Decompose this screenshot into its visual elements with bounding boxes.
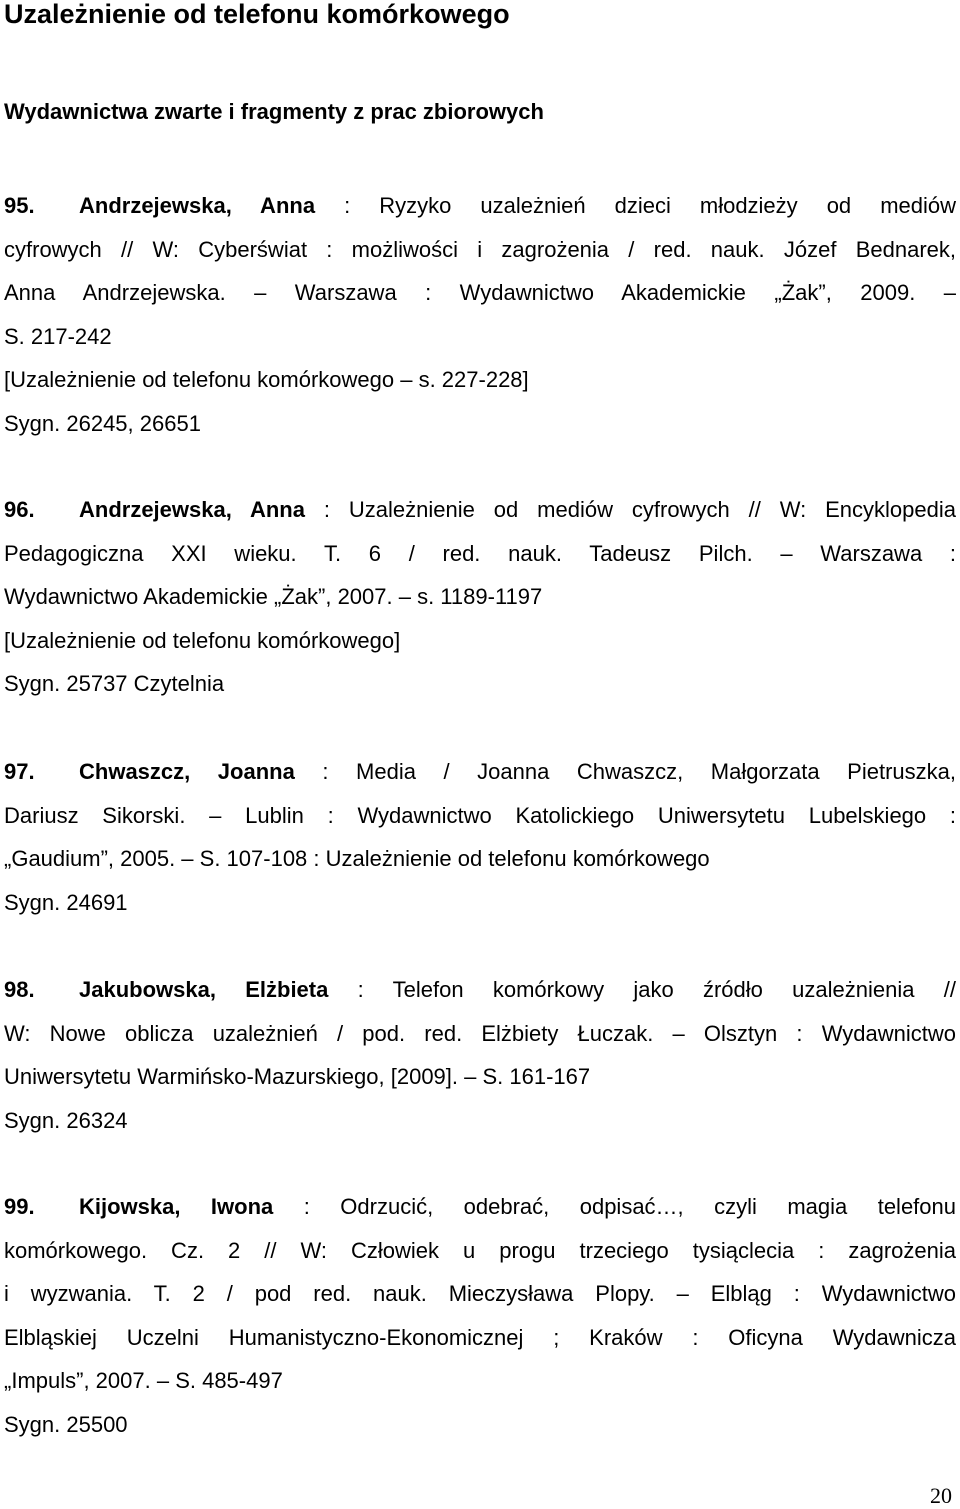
bibliography-entry-97 — [4, 750, 956, 924]
entry-line: Wydawnictwo Akademickie „Żak”, 2007. – s. 1189-1197 — [4, 584, 543, 610]
entry-author: Andrzejewska, Anna — [79, 497, 305, 522]
entry-signature: Sygn. 26324 — [4, 1107, 128, 1133]
entry-signature: Sygn. 26245, 26651 — [4, 410, 201, 436]
entry-text: : Ryzyko uzależnień dzieci młodzieży od mediów — [315, 193, 956, 218]
entry-line: i wyzwania. T. 2 / pod red. nauk. Mieczysława Plopy. – Elbląg : Wydawnictwo — [4, 1281, 956, 1307]
entry-note: [Uzależnienie od telefonu komórkowego] — [4, 627, 401, 653]
bibliography-entry-98 — [4, 968, 956, 1142]
bibliography-entry-95 — [4, 184, 956, 446]
entry-author: Chwaszcz, Joanna — [79, 759, 295, 784]
entry-line — [4, 750, 956, 794]
entry-line: cyfrowych // W: Cyberświat : możliwości i zagrożenia / red. nauk. Józef Bednarek, — [4, 236, 956, 262]
entry-note: [Uzależnienie od telefonu komórkowego – s. 227-228] — [4, 367, 529, 393]
entry-number: 98. — [4, 977, 35, 1002]
entry-number: 96. — [4, 497, 35, 522]
entry-signature: Sygn. 25500 — [4, 1411, 128, 1437]
entry-line: S. 217-242 — [4, 323, 112, 349]
entry-text: : Uzależnienie od mediów cyfrowych // W: Encyklopedia — [304, 497, 956, 522]
entry-line: „Gaudium”, 2005. – S. 107-108 : Uzależnienie od telefonu komórkowego — [4, 846, 710, 872]
entry-text: : Media / Joanna Chwaszcz, Małgorzata Pietruszka, — [294, 759, 956, 784]
entry-line: „Impuls”, 2007. – S. 485-497 — [4, 1368, 283, 1394]
page-title: Uzależnienie od telefonu komórkowego — [4, 0, 510, 29]
entry-author: Kijowska, Iwona — [79, 1194, 274, 1219]
entry-line: Dariusz Sikorski. – Lublin : Wydawnictwo Katolickiego Uniwersytetu Lubelskiego : — [4, 802, 956, 828]
entry-line — [4, 184, 956, 228]
entry-line: komórkowego. Cz. 2 // W: Człowiek u progu trzeciego tysiąclecia : zagrożenia — [4, 1237, 956, 1263]
entry-line: Elbląskiej Uczelni Humanistyczno-Ekonomicznej ; Kraków : Oficyna Wydawnicza — [4, 1324, 956, 1350]
entry-number: 97. — [4, 759, 35, 784]
entry-line — [4, 968, 956, 1012]
entry-number: 99. — [4, 1194, 35, 1219]
entry-line: Pedagogiczna XXI wieku. T. 6 / red. nauk. Tadeusz Pilch. – Warszawa : — [4, 540, 956, 566]
entry-line: Uniwersytetu Warmińsko-Mazurskiego, [2009]. – S. 161-167 — [4, 1064, 591, 1090]
entry-number: 95. — [4, 193, 35, 218]
entry-text: : Telefon komórkowy jako źródło uzależnienia // — [328, 977, 956, 1002]
bibliography-entry-99 — [4, 1185, 956, 1447]
section-title: Wydawnictwa zwarte i fragmenty z prac zbiorowych — [4, 99, 544, 124]
entry-text: : Odrzucić, odebrać, odpisać…, czyli magia telefonu — [273, 1194, 956, 1219]
entry-signature: Sygn. 25737 Czytelnia — [4, 671, 225, 697]
page-number: 20 — [930, 1483, 952, 1508]
entry-line — [4, 488, 956, 532]
entry-signature: Sygn. 24691 — [4, 889, 128, 915]
entry-line — [4, 1185, 956, 1229]
entry-author: Jakubowska, Elżbieta — [79, 977, 329, 1002]
entry-line: Anna Andrzejewska. – Warszawa : Wydawnictwo Akademickie „Żak”, 2009. – — [4, 280, 956, 306]
entry-author: Andrzejewska, Anna — [79, 193, 316, 218]
bibliography-entry-96 — [4, 488, 956, 706]
entry-line: W: Nowe oblicza uzależnień / pod. red. Elżbiety Łuczak. – Olsztyn : Wydawnictwo — [4, 1020, 956, 1046]
